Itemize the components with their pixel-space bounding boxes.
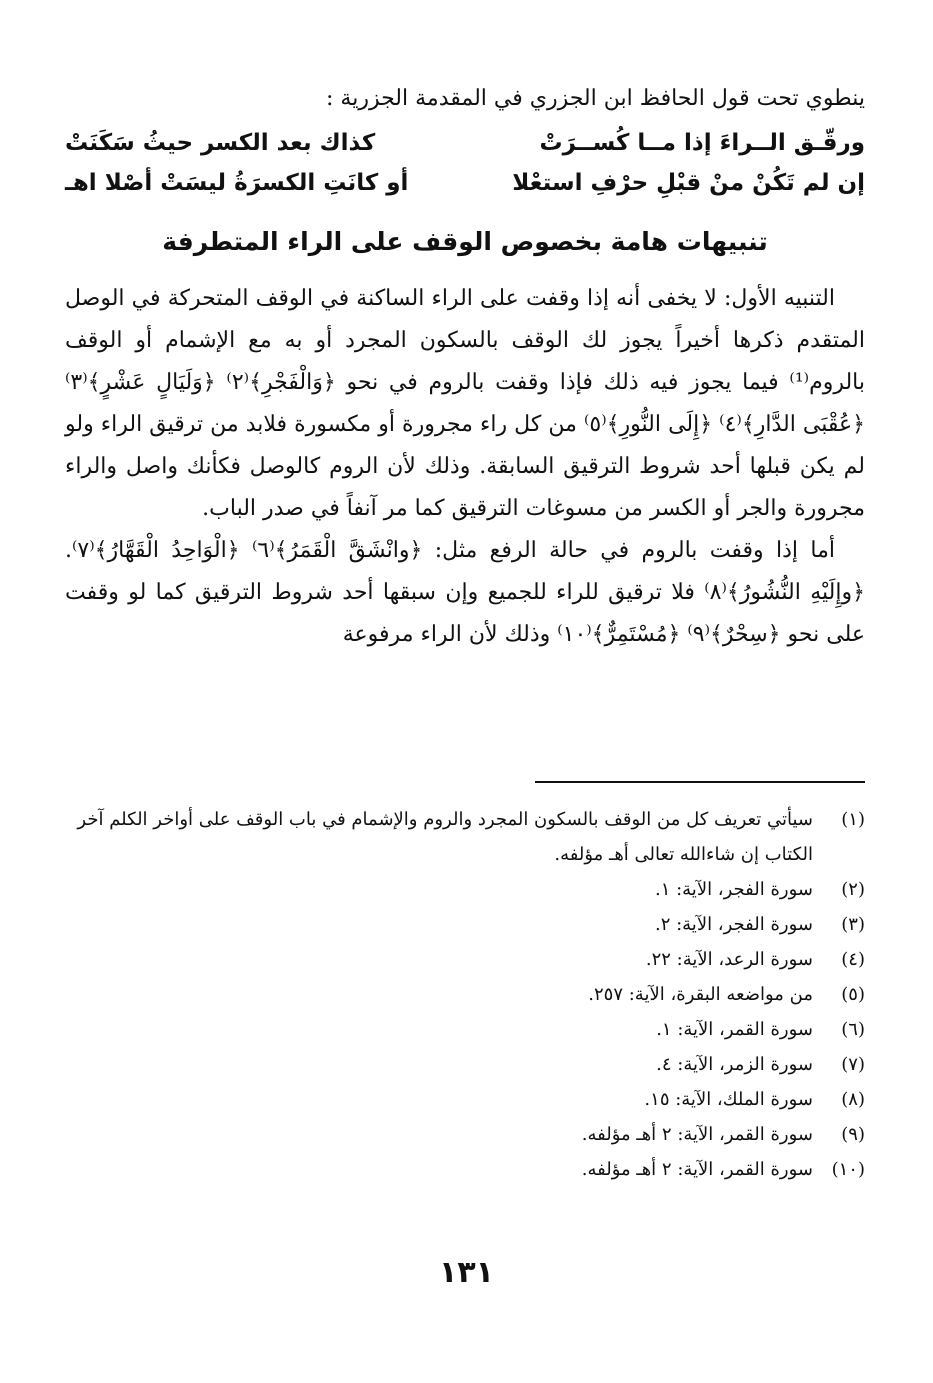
footnote-item: [65, 1082, 865, 1117]
footnote-number: (١): [841, 809, 865, 830]
footnote-text: سورة الرعد، الآية: ٢٢.: [645, 949, 813, 970]
footnote-item: [65, 942, 865, 977]
footnote-number: (٨): [841, 1089, 865, 1110]
footnote-text: سورة الزمر، الآية: ٤.: [656, 1054, 813, 1075]
footnote-item: [65, 1117, 865, 1152]
paragraph-raf-case: أما إذا وقفت بالروم في حالة الرفع مثل: ﴿وانْشَقَّ الْقَمَرُ﴾⁽٦⁾ ﴿الْوَاحِدُ الْقَهَّارُ﴾⁽٧⁾. ﴿وإِلَيْهِ النُّشُورُ﴾⁽٨⁾ فلا ترقيق للراء للجميع وإن سبقها أحد شروط الترقيق كما لو وقفت على نحو ﴿سِحْرٌ﴾⁽٩⁾ ﴿مُسْتَمِرٌّ﴾⁽١٠⁾ وذلك لأن الراء مرفوعة: [65, 538, 865, 647]
footnote-number: (٦): [841, 1019, 865, 1040]
footnote-text: سورة الفجر، الآية: ١.: [654, 879, 813, 900]
page-number: ١٣١: [439, 1255, 494, 1290]
section-heading: تنبيهات هامة بخصوص الوقف على الراء المتطرفة: [162, 227, 768, 256]
footnote-number: (٣): [841, 914, 865, 935]
footnote-text: سورة الفجر، الآية: ٢.: [654, 914, 813, 935]
footnote-item: [65, 872, 865, 907]
footnote-number: (٤): [841, 949, 865, 970]
footnote-text: سورة القمر، الآية: ٢ أهـ مؤلفه.: [581, 1124, 813, 1145]
footnote-text: من مواضعه البقرة، الآية: ٢٥٧.: [588, 984, 813, 1005]
verse-first-hemistich: ورقّـق الــراءَ إذا مــا كُســرَتْ: [539, 130, 865, 156]
footnote-item: [65, 802, 865, 872]
footnote-item: [65, 907, 865, 942]
footnote-text: سورة الملك، الآية: ١٥.: [644, 1089, 813, 1110]
footnote-text: سيأتي تعريف كل من الوقف بالسكون المجرد والروم والإشمام في باب الوقف على أواخر الكلم آخر الكتاب إن شاءالله تعالى أهـ مؤلفه.: [77, 809, 813, 865]
poem-verse: [65, 130, 865, 170]
verse-second-hemistich: كذاك بعد الكسر حيثُ سَكَنَتْ: [65, 130, 376, 156]
footnote-text: سورة القمر، الآية: ١.: [656, 1019, 813, 1040]
footnote-item: [65, 1012, 865, 1047]
footnote-number: (٧): [841, 1054, 865, 1075]
paragraph-first-notice: التنبيه الأول: لا يخفى أنه إذا وقفت على الراء الساكنة في الوقف المتحركة في الوصل المتقدم ذكرها أخيراً يجوز لك الوقف بالسكون المجرد أو به مع الإشمام أو الوقف بالروم⁽¹⁾ فيما يجوز فيه ذلك فإذا وقفت بالروم في نحو ﴿وَالْفَجْرِ﴾⁽٢⁾ ﴿وَلَيَالٍ عَشْرٍ﴾⁽٣⁾ ﴿عُقْبَى الدَّارِ﴾⁽٤⁾ ﴿إِلَى النُّورِ﴾⁽٥⁾ من كل راء مجرورة أو مكسورة فلابد من ترقيق الراء ولو لم يكن قبلها أحد شروط الترقيق السابقة. وذلك لأن الروم كالوصل فكأنك واصل والراء مجرورة والجر أو الكسر من مسوغات الترقيق كما مر آنفاً في صدر الباب.: [65, 286, 866, 521]
footnote-item: [65, 1152, 865, 1187]
verse-first-hemistich: إن لم تَكُنْ منْ قبْلِ حرْفِ استعْلا: [512, 170, 865, 196]
footnote-number: (٢): [841, 879, 865, 900]
footnote-number: (١٠): [831, 1159, 865, 1180]
intro-line: ينطوي تحت قول الحافظ ابن الجزري في المقدمة الجزرية :: [326, 86, 865, 111]
footnote-separator: [535, 781, 865, 783]
verse-second-hemistich: أو كانَتِ الكسرَةُ ليسَتْ أصْلا اهـ: [65, 170, 409, 196]
body-text: [65, 278, 865, 656]
footnote-item: [65, 977, 865, 1012]
footnote-number: (٥): [841, 984, 865, 1005]
footnotes-list: [65, 802, 865, 1187]
footnote-item: [65, 1047, 865, 1082]
footnote-number: (٩): [841, 1124, 865, 1145]
poem-verse: [65, 170, 865, 210]
footnote-text: سورة القمر، الآية: ٢ أهـ مؤلفه.: [581, 1159, 813, 1180]
